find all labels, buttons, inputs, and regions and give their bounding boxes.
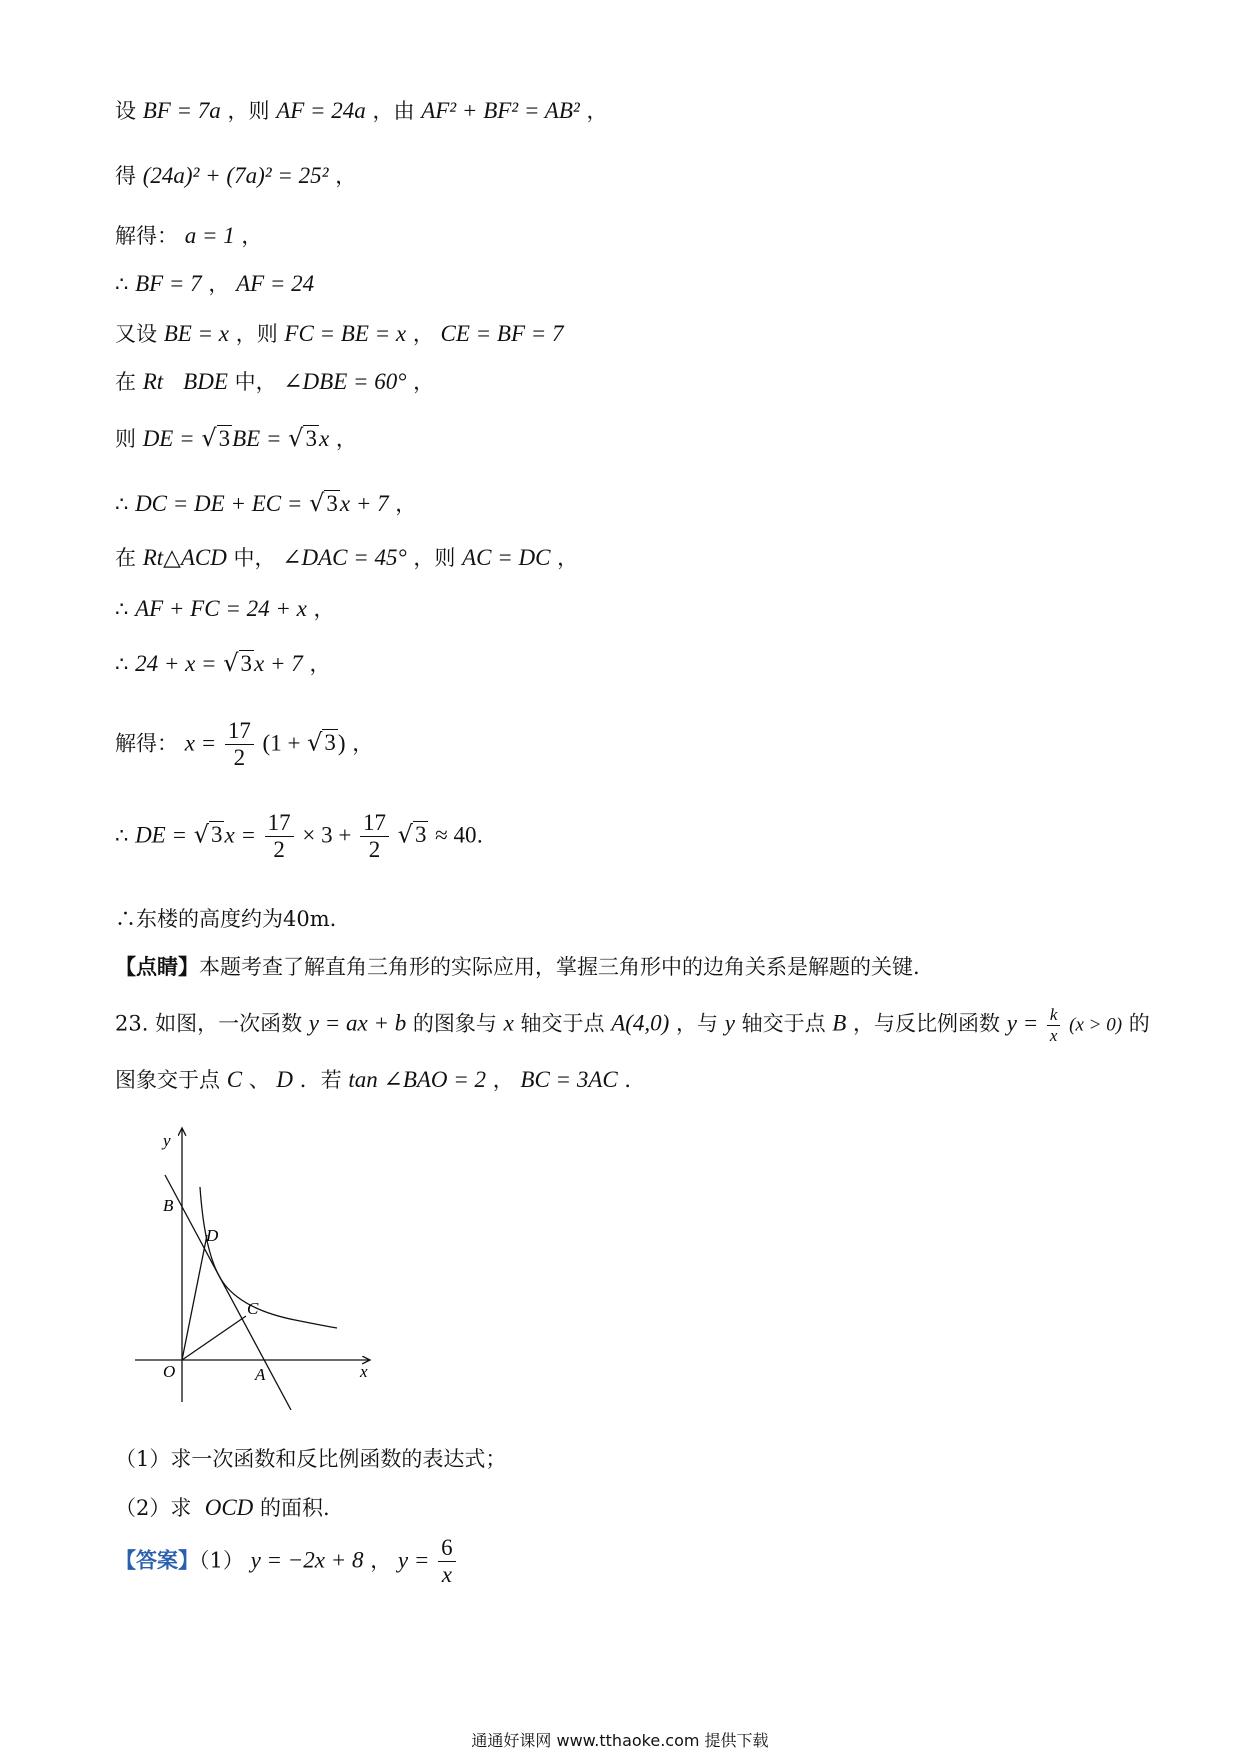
numerator: 17 [265,810,294,837]
math: y = [1006,1010,1039,1036]
footer-watermark: 通通好课网 www.tthaoke.com 提供下载 [471,1731,769,1750]
comment-tag: 【点睛】 [115,954,199,979]
denominator: 2 [273,837,285,863]
math: BC = 3AC [520,1067,618,1092]
math: (x > 0) [1069,1014,1123,1036]
math: ∠DBE = 60° [283,369,407,394]
text: 则 [115,427,136,451]
solution-line-2 [115,160,356,190]
denominator: x [1049,1025,1058,1045]
text: 解得： [115,731,178,756]
solution-line-9 [115,542,578,572]
text: ，与 [676,1011,719,1036]
text: ， [352,731,374,756]
math: AF² + BF² = AB² [421,98,580,123]
math: x [503,1010,514,1036]
text: ， [492,1068,514,1092]
function-graph-figure [125,1120,395,1410]
solution-line-10 [115,593,335,623]
label-b: B [163,1196,174,1215]
fraction [360,810,389,864]
therefore-symbol: ∴ [115,823,129,848]
label-x: x [360,1362,368,1381]
math: AF = 24 [236,271,315,296]
text: 在 [115,370,136,394]
math: y = −2x + 8 [250,1547,364,1573]
text: ， [335,427,357,451]
math: A(4,0) [611,1010,670,1036]
math: x [318,426,330,451]
text: 本题考查了解直角三角形的实际应用，掌握三角形中的边角关系是解题的关键. [199,955,920,979]
text: ， [241,224,263,248]
numerator: k [1047,1005,1061,1026]
text: 23. 如图，一次函数 [115,1011,303,1036]
math: 3 [326,491,338,516]
denominator: 2 [233,745,246,771]
label-d: D [206,1226,219,1245]
math: x + 7 [339,491,389,516]
text: ． [624,1068,646,1092]
sqrt-icon: √ [201,424,217,452]
solution-line-8 [115,488,416,518]
math: BE = x [163,321,230,346]
math: BF = 7a [142,98,221,123]
math: x = [184,730,217,756]
linear-function-line [165,1175,291,1410]
sqrt-icon: √ [223,649,239,677]
math: Rt△ACD [142,545,227,570]
therefore-symbol: ∴ [115,492,129,516]
math: ≈ 40 [435,822,477,848]
text: ，则 [235,322,278,346]
text: ，与反比例函数 [853,1011,1001,1036]
math: 3 [305,426,317,451]
label-a: A [255,1365,266,1384]
math: x + 7 [254,651,303,676]
text: ，由 [372,99,415,123]
question-23-line-2 [115,1064,645,1094]
text: ， [395,492,417,516]
fraction [265,810,294,864]
math: AF + FC = 24 + x [135,596,307,621]
solution-line-11 [115,648,330,678]
solution-line-13 [115,810,483,864]
text: （2）求 [115,1496,192,1520]
sqrt-icon: √ [288,424,304,452]
math: 3 [414,822,427,848]
solution-line-4 [115,268,314,298]
text: 又设 [115,322,157,346]
sqrt-icon: √ [193,820,209,849]
conclusion-line [115,903,336,933]
math: C [226,1067,243,1092]
text: 的面积. [259,1496,330,1520]
therefore-symbol: ∴ [115,597,129,621]
label-o: O [163,1362,176,1381]
solution-line-1 [115,95,607,125]
denominator: x [441,1562,452,1588]
fraction [438,1535,456,1589]
text: ，则 [413,546,456,570]
math: 24 + x = [135,651,217,676]
therefore-symbol: ∴ [115,652,129,676]
text: ， [557,546,579,570]
math: 3 [324,730,336,756]
math: BF = 7 [135,271,202,296]
numerator: 17 [225,718,254,745]
math: AC = DC [462,545,551,570]
text: （1）求一次函数和反比例函数的表达式； [115,1447,507,1471]
text: 设 [115,99,136,123]
sqrt-icon: √ [397,820,413,849]
solution-line-6 [115,366,434,396]
solution-line-3 [115,220,262,250]
text: ， [370,1548,392,1573]
text: 在 [115,546,136,570]
math: OCD [204,1495,254,1520]
math: FC = BE = x [284,321,407,346]
math: BDE [183,369,228,394]
text: 的 [1128,1011,1150,1036]
solution-line-5 [115,318,564,348]
math: y = ax + b [308,1010,407,1036]
text: 图象交于点 [115,1068,220,1092]
segment-od [182,1235,207,1360]
math: tan ∠BAO = 2 [348,1067,487,1092]
text: 的图象与 [412,1011,497,1036]
math: Rt [142,369,164,394]
math: 3 [218,426,231,451]
denominator: 2 [368,837,381,863]
math: BE = [232,426,282,451]
text: 、 [248,1068,270,1092]
math: AF = 24a [276,98,366,123]
text: ， [309,652,331,676]
sub-question-1 [115,1443,506,1473]
label-c: C [247,1299,259,1318]
math: ) [337,730,346,756]
math: 3 [210,822,223,848]
math: (24a)² + (7a)² = 25² [142,163,329,188]
text: ，则 [227,99,270,123]
math: DE = [142,426,195,451]
math: y [724,1010,735,1036]
numerator: 17 [360,810,389,837]
numerator: 6 [438,1535,456,1562]
math: DE = [135,822,187,848]
question-23-line-1 [115,1005,1150,1045]
solution-line-12 [115,718,373,772]
segment-oc [182,1316,246,1360]
math: 3 [240,651,253,676]
text: 得 [115,164,136,188]
math: y = [397,1547,430,1573]
math: CE = BF = 7 [440,321,564,346]
sqrt-icon: √ [307,728,323,757]
math: (1 + [262,730,301,756]
answer-line [115,1535,458,1589]
text: 解得： [115,224,178,248]
text: ， [586,99,608,123]
text: 轴交于点 [520,1011,605,1036]
math: B [832,1010,847,1036]
answer-tag: 【答案】 [115,1547,199,1573]
text: ∴东楼的高度约为40m. [115,907,337,931]
label-y: y [163,1131,171,1150]
text: ．若 [299,1068,342,1092]
text: 中， [234,370,277,394]
math: D [276,1067,294,1092]
fraction [1047,1005,1061,1045]
text: 中， [233,546,276,570]
text: ， [412,322,434,346]
sqrt-icon: √ [309,489,325,517]
therefore-symbol: ∴ [115,272,129,296]
text: ， [335,164,357,188]
text: ， [208,272,230,296]
comment-line [115,951,920,981]
text: . [476,823,484,848]
solution-line-7 [115,423,357,453]
inverse-function-curve [200,1187,337,1328]
text: ， [313,597,335,621]
math: × 3 + [302,822,352,848]
math: ∠DAC = 45° [282,545,407,570]
text: ， [413,370,435,394]
text: 轴交于点 [741,1011,826,1036]
math: DC = DE + EC = [135,491,303,516]
math: x = [224,822,256,848]
math: a = 1 [184,223,235,248]
text: （1） [199,1548,244,1573]
sub-question-2 [115,1492,330,1522]
fraction [225,718,254,772]
